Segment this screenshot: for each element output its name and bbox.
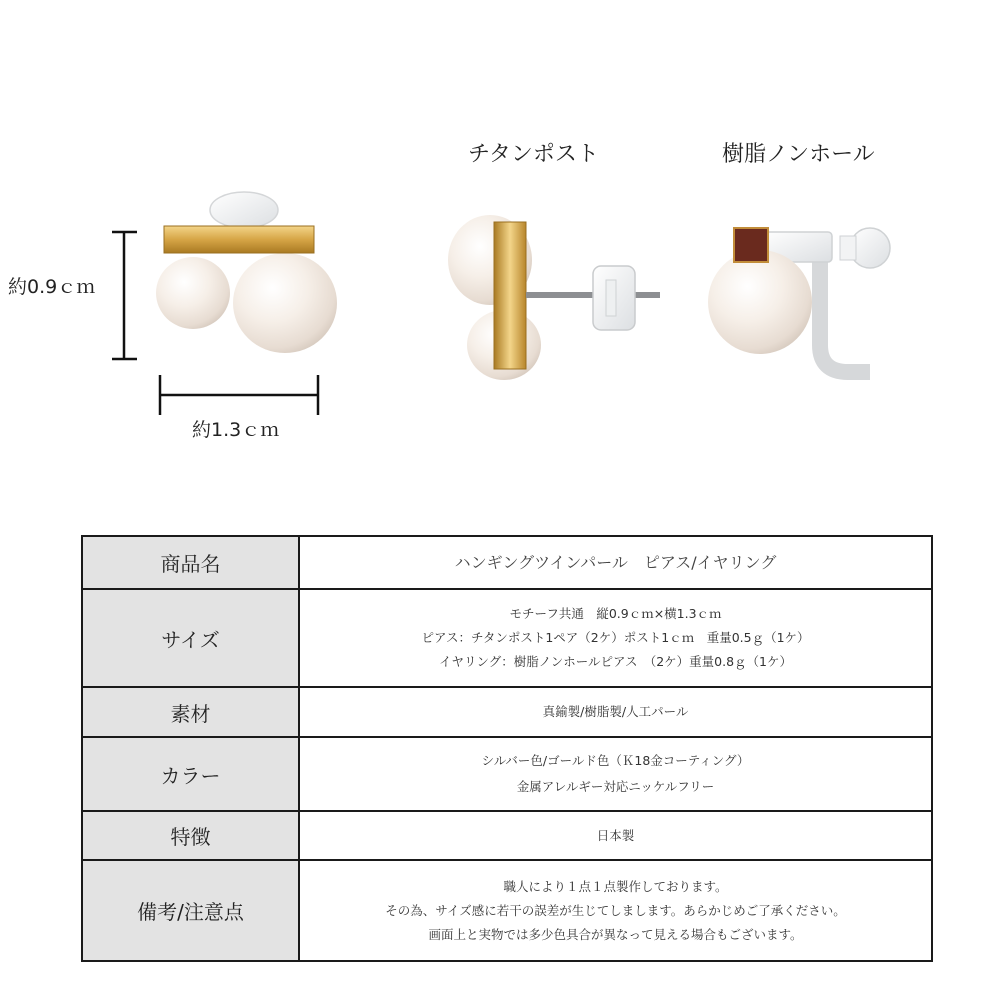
spec-value [299,737,932,811]
spec-line: 職人により１点１点製作しております。 [503,878,728,894]
height-dimension [112,232,137,359]
spec-key: 特徴 [82,811,299,860]
earring-front-view [156,192,337,353]
spec-line: シルバー色/ゴールド色（Ｋ18金コーティング） [481,753,750,768]
spec-row-material [82,687,932,737]
spec-row-features [82,811,932,860]
product-illustrations [0,0,1000,480]
earring-titanium-post-view [448,215,660,380]
spec-value [299,536,932,589]
spec-value [299,589,932,687]
spec-key: 備考/注意点 [82,860,299,961]
spec-line: ピアス：チタンポスト1ペア（2ケ）ポスト1ｃｍ 重量0.5ｇ（1ケ） [421,630,810,645]
caption-resin-nonhole: 樹脂ノンホール [722,142,875,167]
spec-line: モチーフ共通 縦0.9ｃｍ×横1.3ｃｍ [509,606,722,621]
spec-key: サイズ [82,589,299,687]
spec-key: 商品名 [82,536,299,589]
spec-value [299,860,932,961]
spec-line: 真鍮製/樹脂製/人工パール [542,704,689,719]
spec-row-product-name [82,536,932,589]
spec-row-color [82,737,932,811]
spec-value [299,811,932,860]
spec-line: その為、サイズ感に若干の誤差が生じてしまします。あらかじめご了承ください。 [385,902,846,918]
spec-table [81,535,933,962]
spec-line: 金属アレルギー対応ニッケルフリー [516,779,715,794]
spec-row-size [82,589,932,687]
height-dimension-label: 約0.9ｃｍ [8,276,96,298]
spec-key: カラー [82,737,299,811]
width-dimension-label: 約1.3ｃｍ [192,419,280,441]
spec-line: 画面上と実物では多少色具合が異なって見える場合もございます。 [428,926,803,942]
spec-line: イヤリング：樹脂ノンホールピアス （2ケ）重量0.8ｇ（1ケ） [438,654,793,669]
spec-line: ハンギングツインパール ピアス/イヤリング [454,552,777,572]
spec-value [299,687,932,737]
earring-resin-clip-view [708,228,890,372]
spec-row-notes [82,860,932,961]
caption-titanium-post: チタンポスト [468,142,599,167]
spec-line: 日本製 [596,827,635,843]
spec-key: 素材 [82,687,299,737]
width-dimension [160,375,318,415]
